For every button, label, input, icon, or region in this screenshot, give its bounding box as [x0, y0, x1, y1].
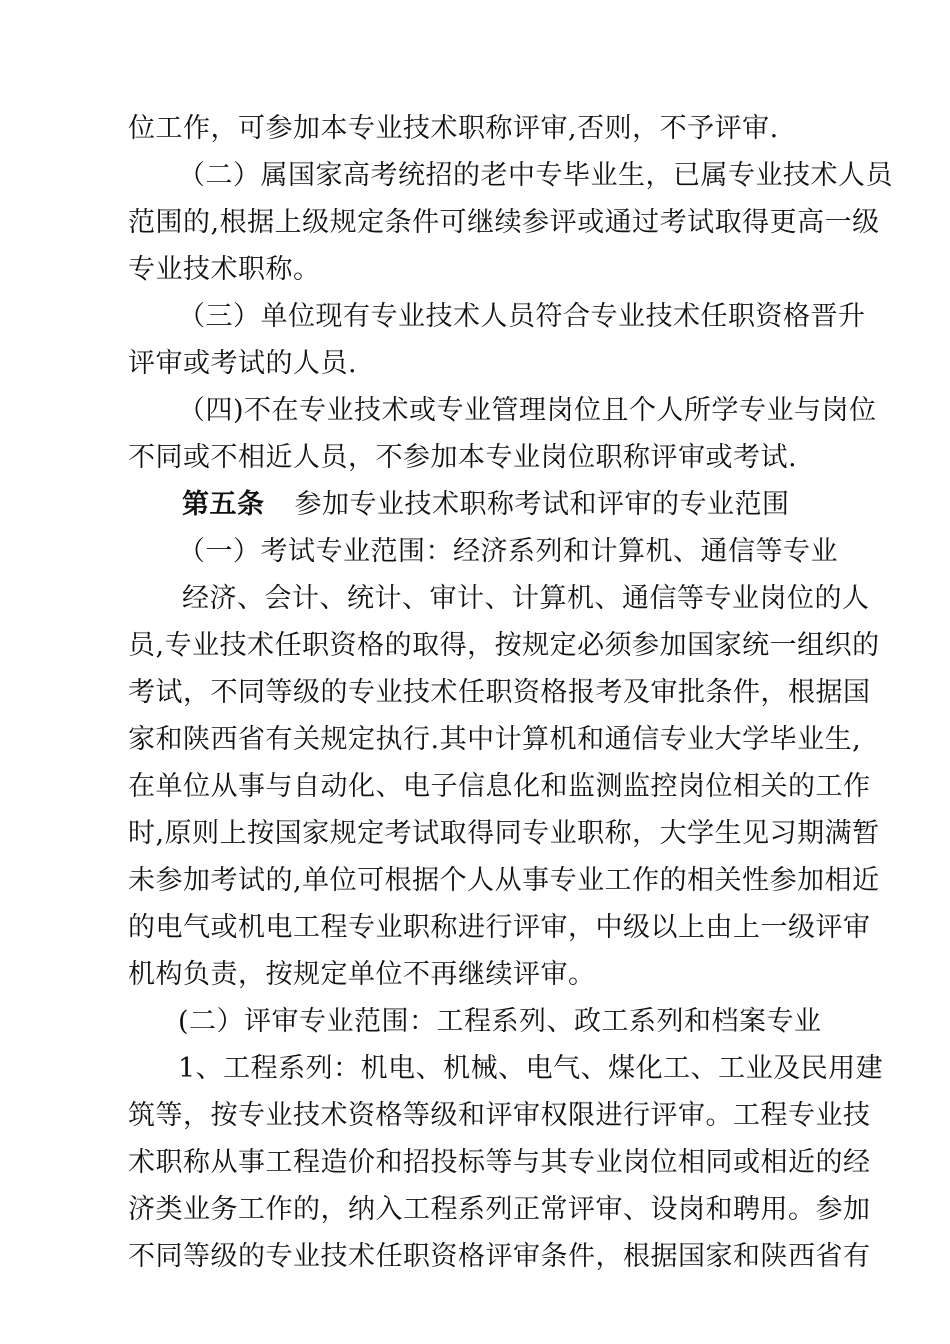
text-line: 未参加考试的,单位可根据个人从事专业工作的相关性参加相近 — [128, 865, 880, 896]
text-line: 员,专业技术任职资格的取得，按规定必须参加国家统一组织的 — [128, 630, 880, 661]
text-line: 术职称从事工程造价和招投标等与其专业岗位相同或相近的经 — [128, 1147, 871, 1178]
article-label: 第五条 — [182, 489, 265, 520]
text-line: 的电气或机电工程专业职称进行评审，中级以上由上一级评审 — [128, 912, 871, 943]
document-page — [128, 105, 893, 1280]
text-line: 不同或不相近人员，不参加本专业岗位职称评审或考试. — [128, 442, 798, 473]
text-line: （三）单位现有专业技术人员符合专业技术任职资格晋升 — [178, 301, 866, 332]
text-line: 筑等，按专业技术资格等级和评审权限进行评审。工程专业技 — [128, 1100, 871, 1131]
text-line: 机构负责，按规定单位不再继续评审。 — [128, 959, 596, 990]
text-line: （二）属国家高考统招的老中专毕业生，已属专业技术人员 — [178, 160, 893, 191]
text-line: 专业技术职称。 — [128, 254, 321, 285]
text-line: 在单位从事与自动化、电子信息化和监测监控岗位相关的工作 — [128, 771, 871, 802]
text-line: （四)不在专业技术或专业管理岗位且个人所学专业与岗位 — [178, 395, 877, 426]
text-line: 经济、会计、统计、审计、计算机、通信等专业岗位的人 — [182, 583, 870, 614]
text-line: （一）考试专业范围：经济系列和计算机、通信等专业 — [178, 536, 838, 567]
text-line: 时,原则上按国家规定考试取得同专业职称，大学生见习期满暂 — [128, 818, 880, 849]
text-line: 家和陕西省有关规定执行.其中计算机和通信专业大学毕业生, — [128, 724, 862, 755]
text-line: 1、工程系列：机电、机械、电气、煤化工、工业及民用建 — [178, 1053, 884, 1084]
text-line: (二）评审专业范围：工程系列、政工系列和档案专业 — [178, 1006, 822, 1037]
text-line: 考试，不同等级的专业技术任职资格报考及审批条件，根据国 — [128, 677, 871, 708]
text-line: 范围的,根据上级规定条件可继续参评或通过考试取得更高一级 — [128, 207, 880, 238]
article-title: 参加专业技术职称考试和评审的专业范围 — [294, 489, 790, 520]
text-line: 评审或考试的人员. — [128, 348, 358, 379]
article-heading — [128, 481, 836, 528]
text-line: 济类业务工作的，纳入工程系列正常评审、设岗和聘用。参加 — [128, 1194, 871, 1225]
text-line: 位工作，可参加本专业技术职称评审,否则，不予评审. — [128, 113, 779, 144]
text-line: 不同等级的专业技术任职资格评审条件，根据国家和陕西省有 — [128, 1241, 871, 1272]
